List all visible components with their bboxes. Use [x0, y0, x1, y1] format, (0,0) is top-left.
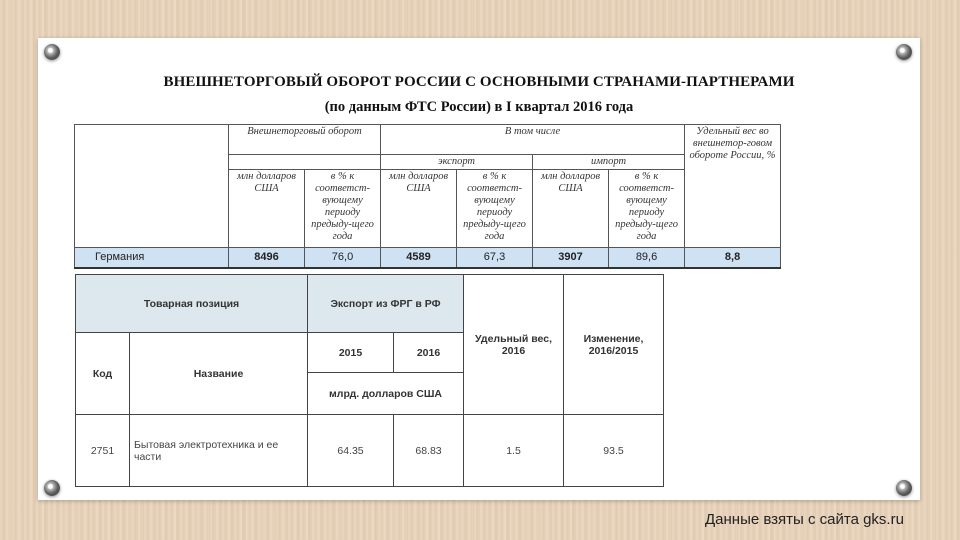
header-including: В том числе — [381, 125, 685, 155]
import-cell: 3907 — [533, 248, 609, 268]
header-mln: млн долларов США — [533, 170, 609, 248]
export-goods-table — [75, 274, 664, 487]
value-2015-cell: 64.35 — [308, 415, 394, 487]
header-2016: 2016 — [394, 333, 464, 373]
import-pct-cell: 89,6 — [609, 248, 685, 268]
source-note: Данные взяты с сайта gks.ru — [705, 511, 904, 528]
header-2015: 2015 — [308, 333, 394, 373]
slide-title: ВНЕШНЕТОРГОВЫЙ ОБОРОТ РОССИИ С ОСНОВНЫМИ СТРАНАМИ-ПАРТНЕРАМИ — [163, 74, 795, 90]
header-share-2016: Удельный вес, 2016 — [464, 275, 564, 415]
header-mln: млн долларов США — [381, 170, 457, 248]
share-cell: 8,8 — [685, 248, 781, 268]
value-2016-cell: 68.83 — [394, 415, 464, 487]
trade-turnover-table — [74, 124, 781, 269]
header-name: Название — [130, 333, 308, 415]
change-cell: 93.5 — [564, 415, 664, 487]
header-pct: в % к соответст-вующему периоду предыду-щего года — [305, 170, 381, 248]
turnover-pct-cell: 76,0 — [305, 248, 381, 268]
header-import: импорт — [533, 155, 685, 170]
slide-subtitle: (по данным ФТС России) в I квартал 2016 года — [324, 99, 634, 115]
header-export-frg: Экспорт из ФРГ в РФ — [308, 275, 464, 333]
header-turnover: Внешнеторговый оборот — [229, 125, 381, 155]
header-pct: в % к соответст-вующему периоду предыду-щего года — [457, 170, 533, 248]
header-blank — [75, 125, 229, 248]
code-cell: 2751 — [76, 415, 130, 487]
header-mln: млн долларов США — [229, 170, 305, 248]
header-code: Код — [76, 333, 130, 415]
pin-icon — [44, 44, 60, 60]
header-units: млрд. долларов США — [308, 373, 464, 415]
country-cell: Германия — [75, 248, 229, 268]
turnover-cell: 8496 — [229, 248, 305, 268]
pin-icon — [896, 480, 912, 496]
table-row — [76, 415, 664, 487]
name-cell: Бытовая электротехника и ее части — [130, 415, 308, 487]
pin-icon — [44, 480, 60, 496]
export-pct-cell: 67,3 — [457, 248, 533, 268]
header-position: Товарная позиция — [76, 275, 308, 333]
header-export: экспорт — [381, 155, 533, 170]
export-cell: 4589 — [381, 248, 457, 268]
header-pct: в % к соответст-вующему периоду предыду-щего года — [609, 170, 685, 248]
table-row — [75, 248, 781, 268]
pin-icon — [896, 44, 912, 60]
share-2016-cell: 1.5 — [464, 415, 564, 487]
header-change: Изменение, 2016/2015 — [564, 275, 664, 415]
header-share: Удельный вес во внешнетор-говом обороте России, % — [685, 125, 781, 248]
